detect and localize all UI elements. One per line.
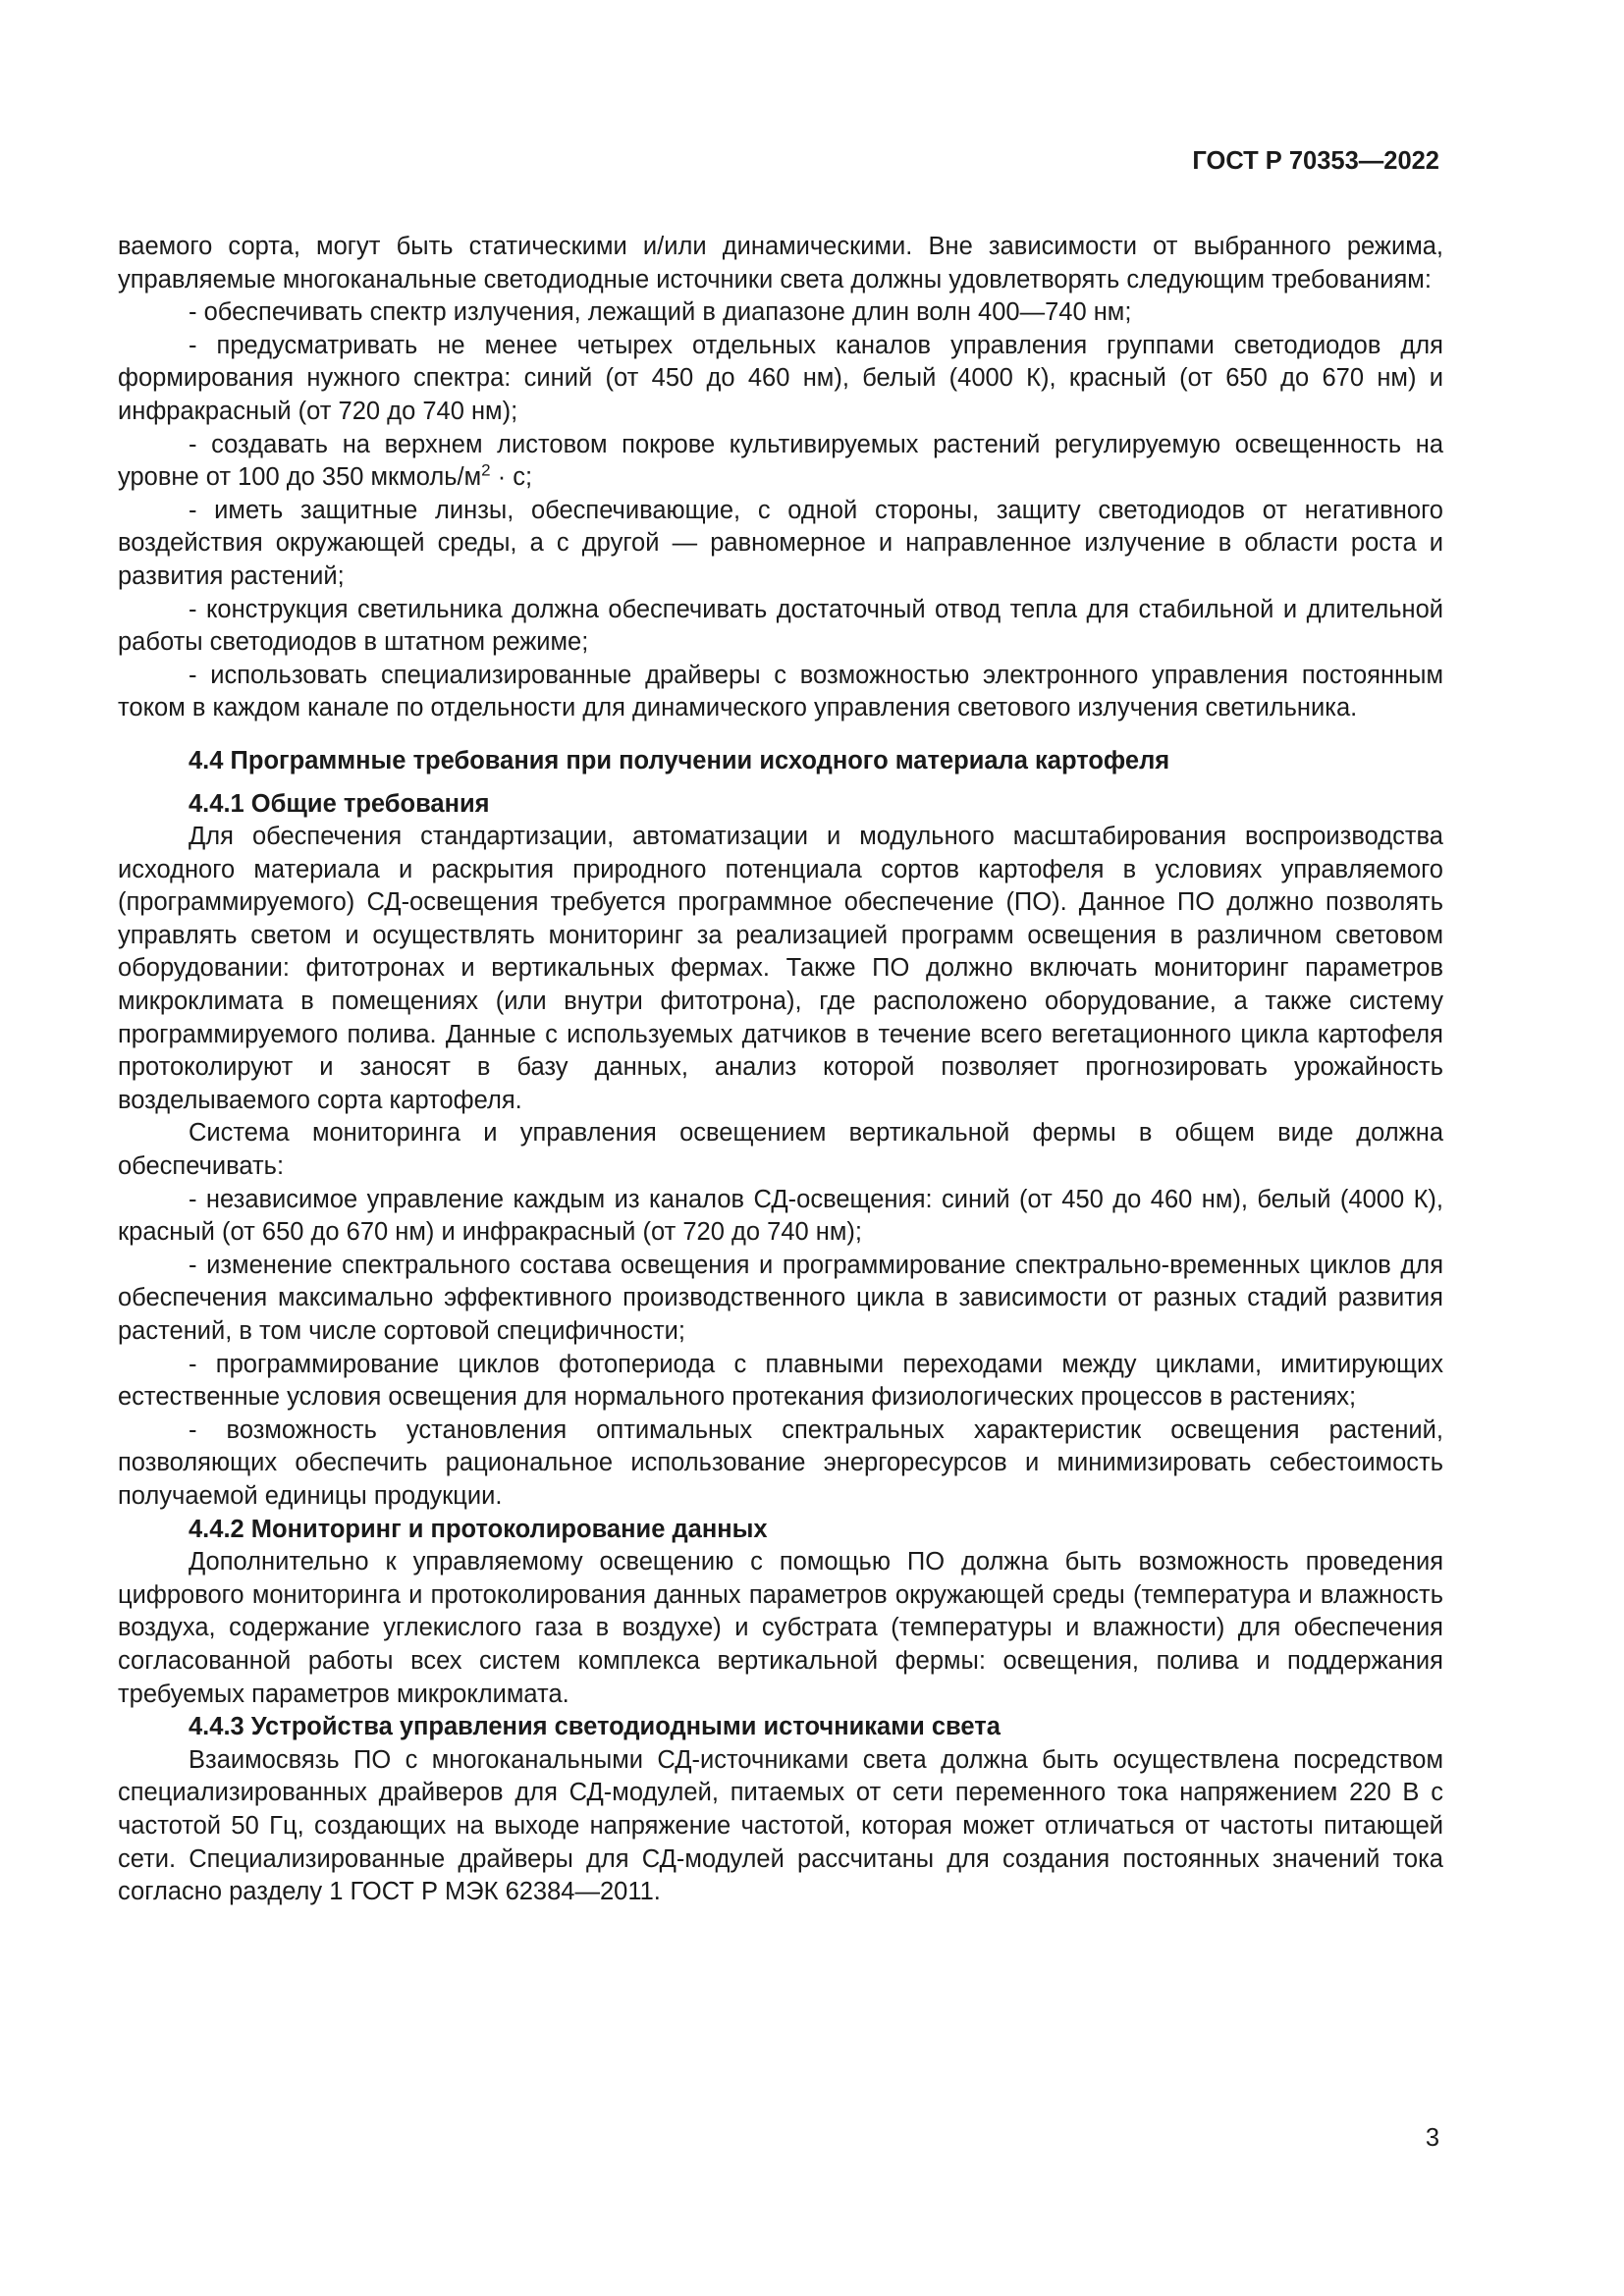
section-heading-4-4-2: 4.4.2 Мониторинг и протоколирование данных xyxy=(189,1515,768,1543)
list-item: - использовать специализированные драйверы с возможностью электронного управления постоянным током в каждом канале по отдельности для динамического управления светового излучения светильника. xyxy=(118,661,1443,722)
list-item-text: - создавать на верхнем листовом покрове культивируемых растений регулируемую освещенность на уровне от 100 до 350 мкмоль/м xyxy=(118,430,1443,492)
paragraph: Взаимосвязь ПО с многоканальными СД-источниками света должна быть осуществлена посредством специализированных драйверов для СД-модулей, питаемых от сети переменного тока напряжением 220 В с частотой 50 Гц, создающих на выходе напряжение частотой, которая может отличаться от частоты питающей сети. Специализированные драйверы для СД-модулей рассчитаны для создания постоянных значений тока согласно разделу 1 ГОСТ Р МЭК 62384—2011. xyxy=(118,1745,1443,1906)
list-item: - независимое управление каждым из каналов СД-освещения: синий (от 450 до 460 нм), белый (4000 К), красный (от 650 до 670 нм) и инфракрасный (от 720 до 740 нм); xyxy=(118,1185,1443,1247)
list-item: - иметь защитные линзы, обеспечивающие, с одной стороны, защиту светодиодов от негативного воздействия окружающей среды, а с другой — равномерное и направленное излучение в области роста и развития растений; xyxy=(118,496,1443,590)
list-item: - конструкция светильника должна обеспечивать достаточный отвод тепла для стабильной и длительной работы светодиодов в штатном режиме; xyxy=(118,595,1443,657)
list-item-text-end: · с; xyxy=(490,463,533,492)
superscript: 2 xyxy=(481,460,491,480)
list-item: - обеспечивать спектр излучения, лежащий в диапазоне длин волн 400—740 нм; xyxy=(189,298,1132,327)
document-body xyxy=(118,231,1443,1909)
section-heading-4-4-3: 4.4.3 Устройства управления светодиодными источниками света xyxy=(189,1713,1001,1741)
paragraph: ваемого сорта, могут быть статическими и/или динамическими. Вне зависимости от выбранного режима, управляемые многоканальные светодиодные источники света должны удовлетворять следующим требованиям: xyxy=(118,233,1443,294)
paragraph: Для обеспечения стандартизации, автоматизации и модульного масштабирования воспроизводства исходного материала и раскрытия природного потенциала сортов картофеля в условиях управляемого (программируемого) СД-освещения требуется программное обеспечение (ПО). Данное ПО должно позволять управлять светом и осуществлять мониторинг за реализацией программ освещения в различном световом оборудовании: фитотронах и вертикальных фермах. Также ПО должно включать мониторинг параметров микроклимата в помещениях (или внутри фитотрона), где расположено оборудование, а также систему программируемого полива. Данные с используемых датчиков в течение всего вегетационного цикла картофеля протоколируют и заносят в базу данных, анализ которой позволяет прогнозировать урожайность возделываемого сорта картофеля. xyxy=(118,823,1443,1114)
list-item: - изменение спектрального состава освещения и программирование спектрально-временных циклов для обеспечения максимально эффективного производственного цикла в зависимости от разных стадий развития растений, в том числе сортовой специфичности; xyxy=(118,1251,1443,1345)
list-item: - предусматривать не менее четырех отдельных каналов управления группами светодиодов для формирования нужного спектра: синий (от 450 до 460 нм), белый (4000 К), красный (от 650 до 670 нм) и инфракрасный (от 720 до 740 нм); xyxy=(118,331,1443,425)
section-heading-4-4-1: 4.4.1 Общие требования xyxy=(189,789,490,818)
document-header: ГОСТ Р 70353—2022 xyxy=(1192,147,1439,175)
section-heading-4-4: 4.4 Программные требования при получении исходного материала картофеля xyxy=(189,746,1170,774)
page-number: 3 xyxy=(1425,2124,1439,2152)
list-item: - возможность установления оптимальных спектральных характеристик освещения растений, позволяющих обеспечить рациональное использование энергоресурсов и минимизировать себестоимость получаемой единицы продукции. xyxy=(118,1415,1443,1510)
list-item xyxy=(118,429,1443,495)
list-item: - программирование циклов фотопериода с плавными переходами между циклами, имитирующих естественные условия освещения для нормального протекания физиологических процессов в растениях; xyxy=(118,1350,1443,1412)
paragraph: Система мониторинга и управления освещением вертикальной фермы в общем виде должна обеспечивать: xyxy=(118,1119,1443,1181)
paragraph: Дополнительно к управляемому освещению с помощью ПО должна быть возможность проведения цифрового мониторинга и протоколирования данных параметров окружающей среды (температура и влажность воздуха, содержание углекислого газа в воздухе) и субстрата (температуры и влажности) для обеспечения согласованной работы всех систем комплекса вертикальной фермы: освещения, полива и поддержания требуемых параметров микроклимата. xyxy=(118,1548,1443,1708)
